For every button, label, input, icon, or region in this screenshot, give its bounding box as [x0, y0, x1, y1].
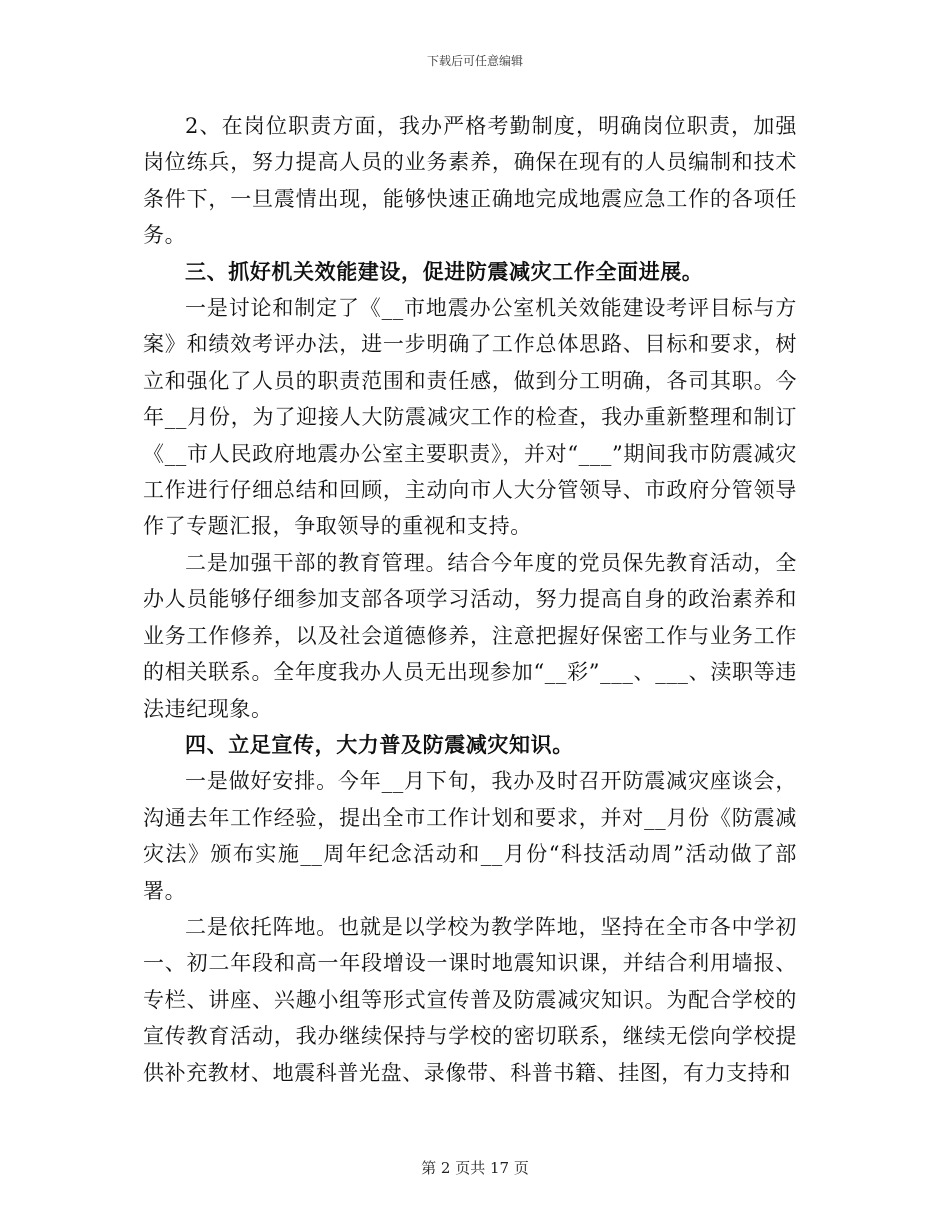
paragraph-cadre-education: 二是加强干部的教育管理。结合今年度的党员保先教育活动，全办人员能够仔细参加支部各项学习活动，努力提高自身的政治素养和业务工作修养，以及社会道德修养，注意把握好保密工作与业务工作的相关联系。全年度我办人员无出现参加“__彩”___、___、渎职等违法违纪现象。 — [143, 550, 797, 721]
page-header: 下载后可任意编辑 — [426, 54, 523, 68]
section-heading-publicity: 四、立足宣传，大力普及防震减灾知识。 — [185, 731, 574, 757]
paragraph-school-base: 二是依托阵地。也就是以学校为教学阵地，坚持在全市各中学初一、初二年段和高一年段增设一课时地震知识课，并结合利用墙报、专栏、讲座、兴趣小组等形式宣传普及防震减灾知识。为配合学校的宣传教育活动，我办继续保持与学校的密切联系，继续无偿向学校提供补充教材、地震科普光盘、录像带、科普书籍、挂图，有力支持和 — [143, 914, 797, 1085]
paragraph-efficiency-evaluation: 一是讨论和制定了《__市地震办公室机关效能建设考评目标与方案》和绩效考评办法，进一步明确了工作总体思路、目标和要求，树立和强化了人员的职责范围和责任感，做到分工明确，各司其职。今年__月份，为了迎接人大防震减灾工作的检查，我办重新整理和制订《__市人民政府地震办公室主要职责》，并对“___”期间我市防震减灾工作进行仔细总结和回顾，主动向市人大分管领导、市政府分管领导作了专题汇报，争取领导的重视和支持。 — [143, 296, 797, 539]
document-body — [143, 108, 797, 1091]
section-heading-efficiency: 三、抓好机关效能建设，促进防震减灾工作全面进展。 — [185, 258, 704, 284]
paragraph-post-responsibility: 2、在岗位职责方面，我办严格考勤制度，明确岗位职责，加强岗位练兵，努力提高人员的业务素养，确保在现有的人员编制和技术条件下，一旦震情出现，能够快速正确地完成地震应急工作的各项任务。 — [143, 114, 797, 248]
paragraph-arrangement: 一是做好安排。今年__月下旬，我办及时召开防震减灾座谈会，沟通去年工作经验，提出全市工作计划和要求，并对__月份《防震减灾法》颁布实施__周年纪念活动和__月份“科技活动周”活动做了部署。 — [143, 769, 797, 903]
page-number-footer: 第 2 页共 17 页 — [421, 1159, 529, 1177]
